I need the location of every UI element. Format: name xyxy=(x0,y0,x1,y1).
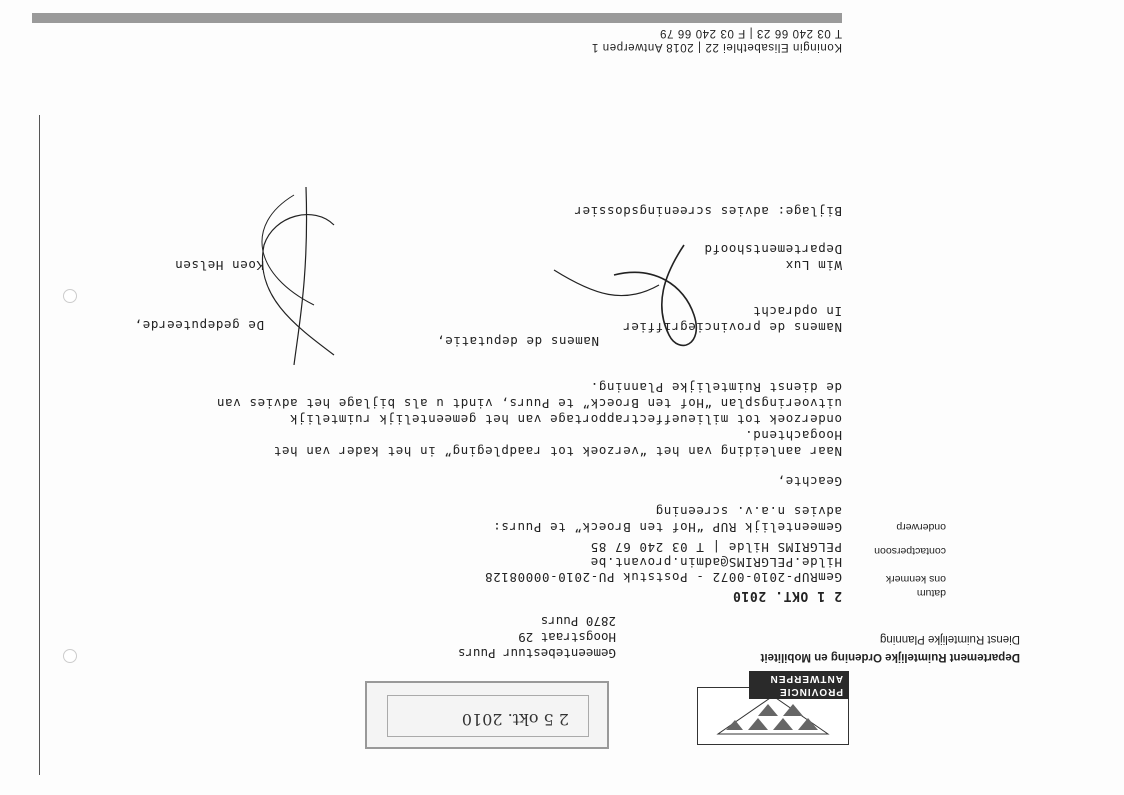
recipient-street: Hoogstraat 29 xyxy=(518,630,616,645)
signature-right-on-behalf: Namens de deputatie, xyxy=(436,334,599,349)
stamp-date: 2 5 okt. 2010 xyxy=(461,710,569,729)
sender-service: Dienst Ruimtelijke Planning xyxy=(880,633,1020,645)
province-logo-banner xyxy=(749,671,849,699)
logo-line-1: PROVINCIE xyxy=(778,686,843,697)
recipient-city: 2870 Puurs xyxy=(540,614,616,629)
reference-label: ons kenmerk xyxy=(885,573,946,585)
signature-left-name: Wim Lux xyxy=(785,258,842,273)
signature-left-title: Departementshoofd xyxy=(703,242,842,257)
signature-left-commission: In opdracht xyxy=(752,304,842,319)
handwritten-signatures xyxy=(244,185,854,365)
sender-department: Departement Ruimtelijke Ordening en Mobiliteit xyxy=(760,651,1020,663)
logo-line-2: ANTWERPEN xyxy=(769,673,843,684)
body-line-3: uitvoeringsplan “Hof ten Broeck” te Puurs, vindt u als bijlage het advies van xyxy=(216,396,842,411)
body-line-4: de dienst Ruimtelijke Planning. xyxy=(590,380,842,395)
reference-value: GemRUP-2010-0072 - Poststuk PU-2010-00008128 xyxy=(484,570,842,585)
footer-address: Koningin Elisabethlei 22 | 2018 Antwerpen 1 xyxy=(591,41,842,53)
contact-line-1: PELGRIMS Hilde | T 03 240 67 85 xyxy=(590,540,842,555)
enclosure-note: Bijlage: advies screeningsdossier xyxy=(573,204,842,219)
signature-left-on-behalf: Namens de provinciegriffier xyxy=(622,320,842,335)
scan-edge xyxy=(32,13,842,23)
punch-hole xyxy=(63,289,77,303)
greeting: Geachte, xyxy=(776,474,842,489)
subject-label: onderwerp xyxy=(896,521,946,533)
contact-label: contactpersoon xyxy=(874,545,946,557)
recipient-name: Gemeentebestuur Puurs xyxy=(457,646,616,661)
signature-right-deputy: De gedeputeerde, xyxy=(133,318,264,333)
contact-line-2: Hilde.PELGRIMS@admin.provant.be xyxy=(590,555,842,570)
body-line-2: onderzoek tot milieueffectrapportage van het gemeentelijk ruimtelijk xyxy=(289,412,842,427)
margin-line xyxy=(39,115,40,775)
signature-right-name: Koen Helsen xyxy=(174,258,264,273)
punch-hole xyxy=(63,649,77,663)
date-label: datum xyxy=(916,587,946,599)
body-line-1: Naar aanleiding van het “verzoek tot raadpleging” in het kader van het xyxy=(273,444,842,459)
closing: Hoogachtend. xyxy=(744,428,842,443)
footer-phone-fax: T 03 240 66 23 | F 03 240 66 79 xyxy=(659,27,842,39)
subject-line-2: advies n.a.v. screening xyxy=(655,504,842,519)
subject-line-1: Gemeentelijk RUP “Hof ten Broeck” te Puurs: xyxy=(492,520,842,535)
date-value: 2 1 OKT. 2010 xyxy=(732,588,842,603)
